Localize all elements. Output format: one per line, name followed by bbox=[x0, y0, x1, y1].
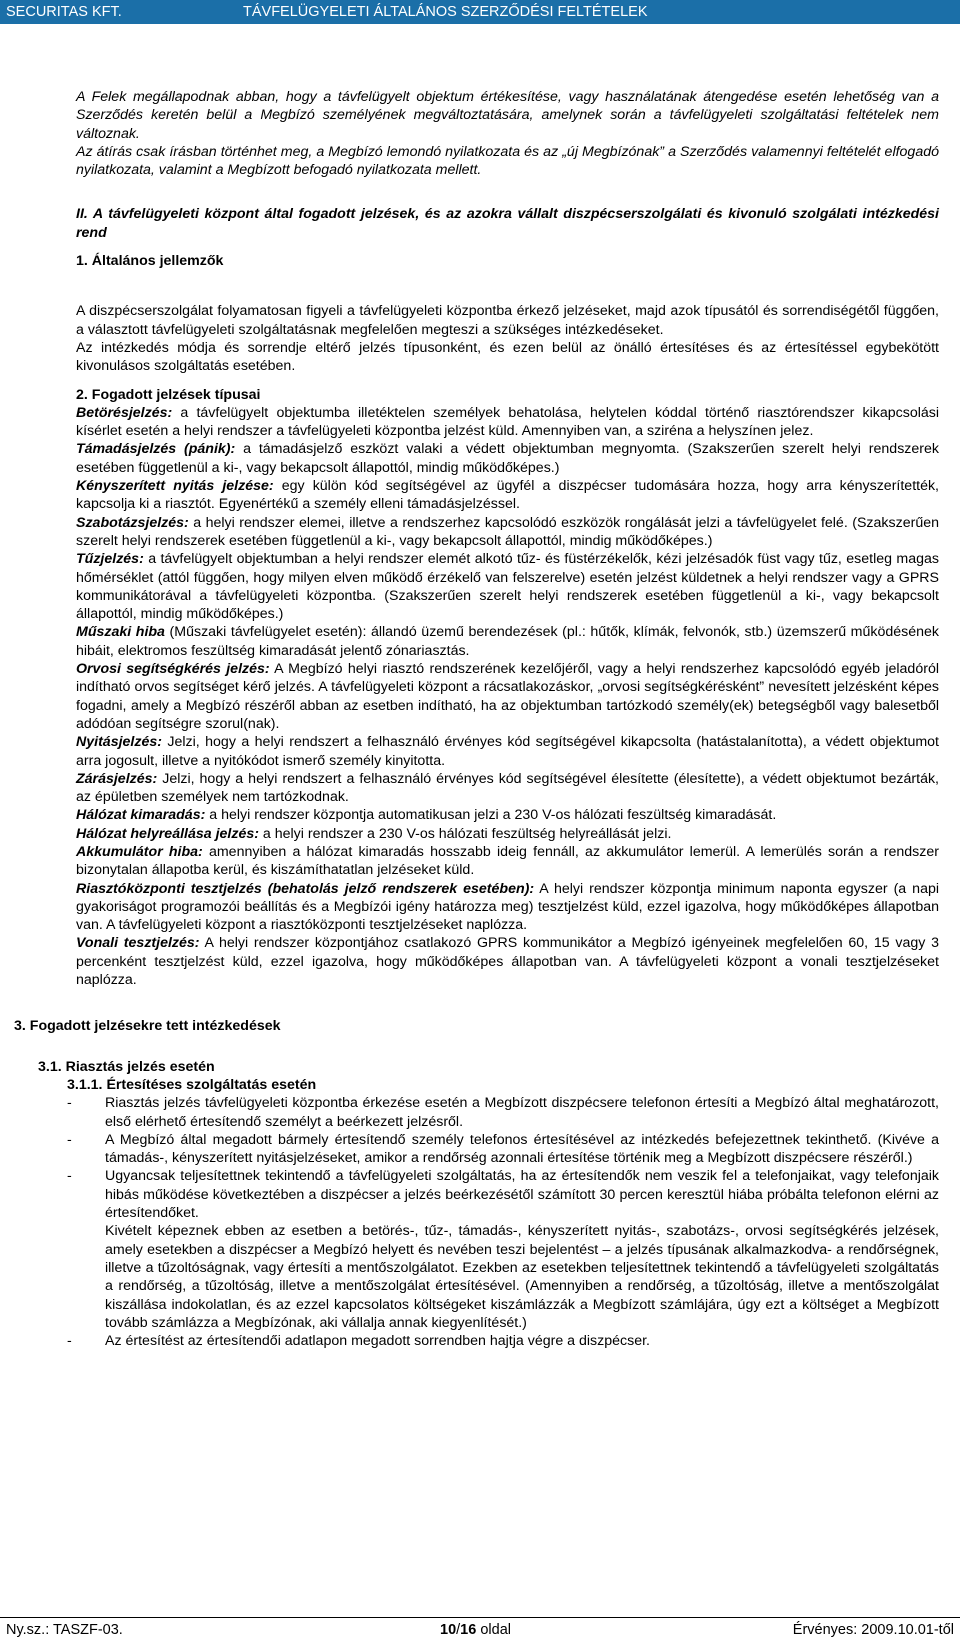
page-number: 10/16 oldal bbox=[440, 1622, 511, 1638]
intro-paragraph-1: A Felek megállapodnak abban, hogy a távfelügyelt objektum értékesítése, vagy használatának átengedése esetén lehetőség van a Szerződés keretén belül a Megbízó személyének megváltoztatására, amelynek során a távfelügyeleti szolgáltatási feltételek nem változnak. bbox=[76, 89, 939, 142]
signal-item bbox=[76, 440, 939, 477]
company-name: SECURITAS KFT. bbox=[6, 4, 122, 20]
list-item: - Az értesítést az értesítendői adatlapon megadott sorrendben hajtja végre a diszpécser. bbox=[67, 1333, 650, 1350]
signal-item bbox=[76, 477, 939, 514]
page-footer bbox=[0, 1620, 960, 1641]
list-item: - A Megbízó által megadott bármely értesítendő személy telefonos értesítésével az intézkedés befejezettnek tekinthető. (Kivéve a támadás-, kényszerített nyitásjelzéseket, amikor a rendőrség azonnali értesítése történik meg a Megbízott diszpécsere részéről.) bbox=[67, 1131, 939, 1167]
subsection-3-1-1-title: 3.1.1. Értesítéses szolgáltatás esetén bbox=[67, 1076, 317, 1093]
signal-text: a támadásjelző eszközt valaki a védett objektumban megnyomta. (Szakszerűen szerelt helyi rendszerek esetében függetlenül a ki-, vagy bekapcsolt állapottól, mindig működőképes.) bbox=[76, 441, 939, 476]
signal-item bbox=[76, 404, 939, 441]
signal-text: a helyi rendszer a 230 V-os hálózati feszültség helyreállását jelzi. bbox=[258, 825, 672, 842]
signal-term: Betörésjelzés: bbox=[76, 404, 173, 421]
signal-term: Támadásjelzés (pánik): bbox=[76, 441, 236, 458]
signal-term: Orvosi segítségkérés jelzés: bbox=[76, 661, 270, 678]
signal-item bbox=[76, 550, 939, 623]
signal-term: Hálózat kimaradás: bbox=[76, 807, 206, 824]
signal-text: A Megbízó helyi riasztó rendszerének kezelőjéről, vagy a helyi rendszerhez kapcsolódó egyéb jeladóról indítható orvos segítséget kérő jelzés. A távfelügyeleti központ a rácsatlakozáskor, „orvosi segítségkérésként” nevesített jelzésként képes fogadni, amely a Megbízó részéről abban az esetben indítható, ha az objektumban tartózkodó személy(ek) betegségből vagy balesetből adódóan segítségre szorul(nak). bbox=[76, 661, 939, 732]
signal-item bbox=[76, 660, 939, 733]
signal-item bbox=[76, 806, 939, 824]
signal-item bbox=[76, 733, 939, 770]
signal-term: Riasztóközponti tesztjelzés (behatolás jelző rendszerek esetében): bbox=[76, 880, 535, 897]
signal-text: amennyiben a hálózat kimaradás hosszabb ideig fennáll, az akkumulátor lemerül. A lemerülés során a rendszer bizonytalan állapotba kerül, és kiszámíthatatlan jelzéseket küld. bbox=[76, 843, 939, 879]
signal-item bbox=[76, 514, 939, 551]
document-body bbox=[14, 88, 940, 1350]
signal-term: Vonali tesztjelzés: bbox=[76, 935, 200, 952]
signal-text: a helyi rendszer központja automatikusan jelzi a 230 V-os hálózati feszültség kimaradását. bbox=[205, 807, 777, 824]
document-number: Ny.sz.: TASZF-03. bbox=[6, 1622, 123, 1638]
subsection-1-title: 1. Általános jellemzők bbox=[76, 253, 224, 270]
signal-term: Akkumulátor hiba: bbox=[76, 843, 203, 860]
signal-text: (Műszaki távfelügyelet esetén): állandó üzemű berendezések (pl.: hűtők, klímák, felvonók, stb.) üzemszerű működésének hibáit, elektromos feszültség kimaradását jelentő zónariasztás. bbox=[76, 624, 939, 659]
signal-item bbox=[76, 843, 939, 880]
page-header bbox=[0, 0, 960, 24]
signal-term: Tűzjelzés: bbox=[76, 551, 144, 568]
signal-text: a távfelügyelt objektumba illetéktelen személyek behatolása, helytelen kóddal történő riasztórendszer kikapcsolási kísérlet esetén a helyi rendszer a távfelügyeleti központba jelzést küld. Amennyiben van, a sziréna a helyszínen jelez. bbox=[76, 404, 939, 440]
signal-item bbox=[76, 623, 939, 660]
signal-text: egy külön kód segítségével az ügyfél a diszpécser tudomására hozza, hogy arra kényszerítették, kapcsolja ki a riasztót. Egyenértékű a személy elleni támadásjelzéssel. bbox=[76, 478, 939, 513]
signal-text: A helyi rendszer központja minimum naponta egyszer (a napi gyakoriságot programozói beállítás és a Megbízói igény határozza meg) tesztjelzést küld, ezzel igazolva, hogy működőképes állapotban van. A távfelügyeleti központ a riasztóközponti tesztjelzéseket naplózza. bbox=[76, 880, 939, 934]
signal-text: a távfelügyelt objektumban a helyi rendszer elemét alkotó tűz- és füstérzékelők, kézi jelzésadók füst vagy tűz, esetleg magas hőmérséklet (attól függően, hogy milyen elven működő érzékelő van felszerelve) esetén jelzést küldetnek a helyi rendszer vagy a GPRS kommunikátorával a távfelügyeleti központba. (Szakszerűen szerelt helyi rendszerek esetében függetlenül a ki-, vagy bekapcsolt állapottól, mindig működőképes.) bbox=[76, 551, 939, 623]
signal-text: Jelzi, hogy a helyi rendszert a felhasználó érvényes kód segítségével élesítette (élesítette), a védett objektumot bezárták, az épületben személyek nem tartózkodnak. bbox=[76, 770, 939, 806]
signal-term: Szabotázsjelzés: bbox=[76, 514, 189, 531]
subsection-3-title: 3. Fogadott jelzésekre tett intézkedések bbox=[14, 1018, 281, 1035]
list-item: - Riasztás jelzés távfelügyeleti központba érkezése esetén a Megbízott diszpécsere telefonon értesíti a Megbízó által meghatározott, első elérhető értesítendő személyt a beérkezett jelzésről. bbox=[67, 1095, 939, 1130]
signal-item bbox=[76, 880, 939, 935]
signal-item bbox=[76, 934, 939, 989]
measures-list bbox=[67, 1094, 939, 1350]
signal-term: Zárásjelzés: bbox=[76, 770, 158, 787]
signal-term: Nyitásjelzés: bbox=[76, 734, 162, 751]
measure-exception-text: Kivételt képeznek ebben az esetben a betörés-, tűz-, támadás-, kényszerített nyitás-, szabotázs-, orvosi segítségkérés jelzések, amely esetekben a diszpécser a Megbízó helyett és nevében teszi bejelentést – a jelzés típusának alkalmazkodva- a rendőrségnek, illetve a tűzoltóságnak, vagy értesíti a mentőszolgálatot. Ezekben az esetekben teljesítettnek tekintendő a távfelügyeleti szolgáltatás a rendőrség, a tűzoltóság, illetve a mentőszolgálat értesítésével. (Amennyiben a rendőrség, a tűzoltóság, illetve a mentőszolgálat kiszállása indokolatlan, és az ezzel kapcsolatos költségeket kiszámlázzák a Megbízott számlájára, úgy ezt a költséget a Megbízott tovább számlázza a Megbízónak, aki vállalja annak kiegyenlítését.) bbox=[105, 1223, 939, 1331]
signal-types-list bbox=[76, 404, 939, 990]
intro-paragraph-2: Az átírás csak írásban történhet meg, a Megbízó lemondó nyilatkozata és az „új Megbízónak” a Szerződés valamennyi feltételét elfogadó nyilatkozata, valamint a Megbízott befogadó nyilatkozata mellett. bbox=[76, 143, 939, 179]
signal-term: Kényszerített nyitás jelzése: bbox=[76, 478, 274, 495]
document-title: TÁVFELÜGYELETI ÁLTALÁNOS SZERZŐDÉSI FELTÉTELEK bbox=[243, 4, 648, 20]
signal-term: Hálózat helyreállása jelzés: bbox=[76, 825, 259, 842]
general-paragraph-2: Az intézkedés módja és sorrendje eltérő jelzés típusonként, és ezen belül az önálló értesítéses és az értesítéssel egybekötött kivonulásos szolgáltatás esetében. bbox=[76, 339, 939, 375]
signal-text: A helyi rendszer központjához csatlakozó GPRS kommunikátor a Megbízó igényeinek megfelelően 60, 15 vagy 3 percenként tesztjelzést küld, ezzel igazolva, hogy működőképes állapotban van. A távfelügyeleti központ a vonali tesztjelzéseket naplózza. bbox=[76, 935, 940, 989]
signal-item bbox=[76, 770, 939, 807]
signal-item bbox=[76, 825, 939, 843]
signal-text: a helyi rendszer elemei, illetve a rendszerhez kapcsolódó eszközök rongálását jelzi a távfelügyelet felé. (Szakszerűen szerelt helyi rendszerek esetében függetlenül a ki-, vagy bekapcsolt állapottól, mindig működőképes.) bbox=[76, 514, 939, 549]
signal-text: Jelzi, hogy a helyi rendszert a felhasználó érvényes kód segítségével kikapcsolta (hatástalanította), a védett objektumot arra jogosult, illetve a nyitókódot ismerő személy kinyitotta. bbox=[76, 734, 939, 769]
subsection-2-title: 2. Fogadott jelzések típusai bbox=[76, 386, 261, 403]
list-item: - Ugyancsak teljesítettnek tekintendő a távfelügyeleti szolgáltatás, ha az értesítendők nem veszik fel a telefonjaikat, vagy telefonjaik hibás működése következtében a diszpécser a jelzés beérkezésétől számított 30 percen keresztül hiába próbálta telefonon elérni az értesítendőket. Kivételt képeznek ebben az esetben a betörés-, tűz-, támadás-, kényszerített nyitás-, szabotázs-, orvosi segítségkérés jelzések, amely esetekben a diszpécser a Megbízó helyett és nevében teszi bejelentést – a jelzés típusának alkalmazkodva- a rendőrségnek, illetve a tűzoltóságnak, vagy értesíti a mentőszolgálatot. Ezekben az esetekben teljesítettnek tekintendő a távfelügyeleti szolgáltatás a rendőrség, a tűzoltóság, illetve a mentőszolgálat értesítésével. (Amennyiben a rendőrség, a tűzoltóság, illetve a mentőszolgálat kiszállása indokolatlan, és az ezzel kapcsolatos költségeket kiszámlázzák a Megbízott számlájára, úgy ezt a költséget a Megbízott tovább számlázza a Megbízónak, aki vállalja annak kiegyenlítését.) bbox=[67, 1168, 939, 1331]
validity-date: Érvényes: 2009.10.01-től bbox=[792, 1622, 954, 1638]
section-heading: II. A távfelügyeleti központ által fogadott jelzések, és az azokra vállalt diszpécserszolgálati és kivonuló szolgálati intézkedési rend bbox=[76, 206, 939, 241]
general-paragraph-1: A diszpécserszolgálat folyamatosan figyeli a távfelügyeleti központba érkező jelzéseket, majd azok típusától és sorrendiségétől függően, a választott távfelügyeleti szolgáltatásnak megfelelően megteszi a szükséges intézkedéseket. bbox=[76, 303, 939, 338]
footer-divider bbox=[0, 1617, 960, 1618]
subsection-3-1-title: 3.1. Riasztás jelzés esetén bbox=[38, 1058, 215, 1075]
signal-term: Műszaki hiba bbox=[76, 624, 165, 641]
